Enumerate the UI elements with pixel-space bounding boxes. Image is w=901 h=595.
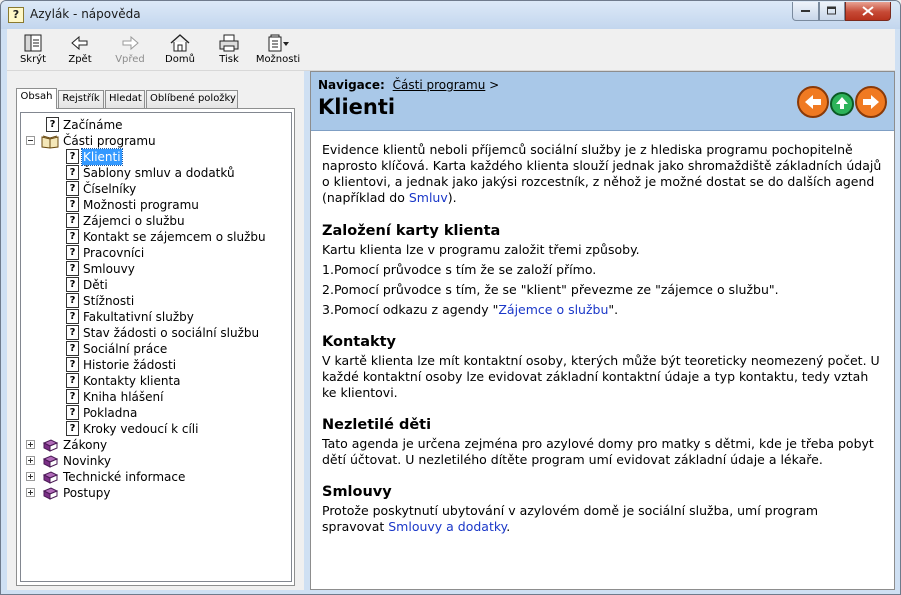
close-button[interactable]: [845, 2, 891, 21]
tree-item[interactable]: ? Historie žádosti: [66, 357, 177, 373]
tree-item[interactable]: ? Stížnosti: [66, 293, 135, 309]
tree-item[interactable]: ? Šablony smluv a dodatků: [66, 165, 236, 181]
tab-contents[interactable]: Obsah: [16, 88, 57, 109]
topic-icon: ?: [66, 165, 79, 180]
tree-item[interactable]: ? Zájemci o službu: [66, 213, 186, 229]
tree-item[interactable]: Postupy: [41, 485, 111, 501]
navigation-pane: [7, 71, 304, 590]
options-icon: [266, 33, 290, 53]
list-item: 3.Pomocí odkazu z agendy "Zájemce o službu".: [322, 302, 619, 317]
home-icon: [169, 33, 191, 53]
section-paragraph: Kartu klienta lze v programu založit třemi způsoby.: [322, 242, 640, 257]
topic-icon: ?: [66, 245, 79, 260]
zajemce-o-sluzbu-link[interactable]: Zájemce o službu: [498, 302, 609, 317]
hide-button[interactable]: [11, 31, 55, 69]
contents-tree[interactable]: [20, 112, 292, 582]
closed-book-icon: [41, 485, 59, 501]
topic-icon: ?: [66, 373, 79, 388]
navigation-header: [311, 72, 894, 131]
section-paragraph: Tato agenda je určena zejména pro azylové domy pro matky s dětmi, kde je třeba pobyt dětí účtovat. U nezletilého dítěte program umí evidovat základní údaje a lékaře.: [322, 436, 874, 467]
topic-icon: ?: [66, 325, 79, 340]
tree-item[interactable]: Technické informace: [41, 469, 186, 485]
topic-icon: ?: [66, 389, 79, 404]
tree-item[interactable]: ? Kroky vedoucí k cíli: [66, 421, 199, 437]
options-label: Možnosti: [255, 54, 301, 65]
forward-arrow-icon: [119, 33, 141, 53]
topic-icon: ?: [66, 277, 79, 292]
window-title: Azylák - nápověda: [30, 7, 141, 21]
tree-item[interactable]: ? Smlouvy: [66, 261, 136, 277]
tree-item[interactable]: ? Číselníky: [66, 181, 137, 197]
breadcrumb-separator: >: [489, 78, 500, 92]
section-heading: Založení karty klienta: [322, 223, 501, 239]
help-app-icon: ?: [8, 7, 24, 23]
topic-icon: ?: [66, 213, 79, 228]
back-arrow-icon: [69, 33, 91, 53]
maximize-icon: [827, 7, 837, 16]
open-book-icon: [41, 133, 59, 149]
tree-expand-toggle[interactable]: [26, 440, 35, 449]
print-label: Tisk: [219, 54, 239, 65]
topic-icon: ?: [66, 421, 79, 436]
print-button[interactable]: [207, 31, 251, 69]
next-topic-button[interactable]: [856, 87, 886, 117]
tree-item[interactable]: ? Klienti: [66, 149, 122, 165]
topic-icon: ?: [66, 261, 79, 276]
forward-button[interactable]: [108, 31, 152, 69]
topic-icon: ?: [66, 229, 79, 244]
intro-paragraph: Evidence klientů neboli příjemců sociální služby je z hlediska programu pochopitelně naprosto klíčová. Karta každého klienta slouží jednak jako shromaždiště základních údajů o klientovi, a jednak jako jakýsi rozcestník, z něhož je možné dostat se do dalších agend (například do Smluv).: [322, 142, 882, 205]
maximize-button[interactable]: [819, 2, 845, 21]
tree-item[interactable]: ? Sociální práce: [66, 341, 168, 357]
tab-search[interactable]: Hledat: [105, 90, 145, 108]
tree-item[interactable]: ? Kniha hlášení: [66, 389, 164, 405]
hide-icon: [22, 33, 44, 53]
toolbar: [7, 29, 895, 71]
topic-icon: ?: [66, 293, 79, 308]
topic-icon: ?: [66, 405, 79, 420]
forward-label: Vpřed: [115, 54, 145, 65]
closed-book-icon: [41, 469, 59, 485]
tree-collapse-toggle[interactable]: [26, 136, 35, 145]
tree-item[interactable]: ? Kontakt se zájemcem o službu: [66, 229, 267, 245]
section-paragraph: Protože poskytnutí ubytování v azylovém domě je sociální služba, umí program spravovat Smlouvy a dodatky.: [322, 503, 819, 534]
minimize-icon: [801, 9, 811, 13]
topic-icon: ?: [66, 149, 79, 164]
previous-topic-button[interactable]: [798, 87, 828, 117]
breadcrumb: [318, 78, 499, 92]
topic-icon: ?: [66, 341, 79, 356]
tab-favorites[interactable]: Oblíbené položky: [146, 90, 238, 108]
tree-item[interactable]: Novinky: [41, 453, 112, 469]
topic-pane: [310, 71, 895, 590]
back-button[interactable]: [58, 31, 102, 69]
closed-book-icon: [41, 437, 59, 453]
home-label: Domů: [165, 54, 195, 65]
topic-icon: ?: [66, 309, 79, 324]
tab-index[interactable]: Rejstřík: [58, 90, 104, 108]
topic-navigation-arrows: [797, 83, 887, 121]
tree-item[interactable]: ? Pokladna: [66, 405, 138, 421]
back-label: Zpět: [68, 54, 92, 65]
printer-icon: [218, 33, 240, 53]
steps-list: [322, 262, 882, 318]
up-topic-button[interactable]: [831, 93, 853, 115]
topic-icon: ?: [66, 181, 79, 196]
list-item: 2.Pomocí průvodce s tím, že se "klient" převezme ze "zájemce o službu".: [322, 282, 779, 297]
tree-item[interactable]: ? Děti: [66, 277, 109, 293]
section-heading: Kontakty: [322, 334, 397, 350]
section-paragraph: V kartě klienta lze mít kontaktní osoby, kterých může být teoreticky neomezený počet. U každé kontaktní osoby lze evidovat základní kontaktní údaje a typ kontaktu, tedy vztah ke klientovi.: [322, 353, 880, 400]
home-button[interactable]: [158, 31, 202, 69]
tree-expand-toggle[interactable]: [26, 472, 35, 481]
tree-item[interactable]: ? Pracovníci: [66, 245, 145, 261]
page-title: Klienti: [318, 95, 396, 119]
minimize-button[interactable]: [792, 2, 819, 21]
tree-item[interactable]: Zákony: [41, 437, 108, 453]
options-button[interactable]: [255, 31, 301, 69]
hide-label: Skrýt: [19, 54, 47, 65]
topic-content: [322, 142, 882, 535]
contents-panel: [16, 108, 295, 586]
topic-icon: ?: [66, 197, 79, 212]
tree-item[interactable]: ? Možnosti programu: [66, 197, 200, 213]
tree-item[interactable]: ? Kontakty klienta: [66, 373, 182, 389]
navigation-label: Navigace:: [318, 78, 385, 92]
tree-expand-toggle[interactable]: [26, 488, 35, 497]
list-item: 1.Pomocí průvodce s tím že se založí přímo.: [322, 262, 597, 277]
tree-item[interactable]: ? Stav žádosti o sociální službu: [66, 325, 260, 341]
tree-item[interactable]: ? Začínáme: [46, 117, 124, 133]
tree-item[interactable]: ? Fakultativní služby: [66, 309, 195, 325]
section-heading: Nezletilé děti: [322, 417, 432, 433]
close-icon: [862, 6, 874, 16]
tree-item[interactable]: Části programu: [41, 133, 157, 149]
tree-expand-toggle[interactable]: [26, 456, 35, 465]
topic-icon: ?: [46, 117, 59, 132]
smlouvy-a-dodatky-link[interactable]: Smlouvy a dodatky: [388, 519, 507, 534]
topic-icon: ?: [66, 357, 79, 372]
smlouvy-link[interactable]: Smluv: [408, 190, 448, 205]
title-bar[interactable]: [1, 1, 900, 29]
closed-book-icon: [41, 453, 59, 469]
section-heading: Smlouvy: [322, 484, 392, 500]
breadcrumb-link[interactable]: Části programu: [392, 78, 486, 92]
